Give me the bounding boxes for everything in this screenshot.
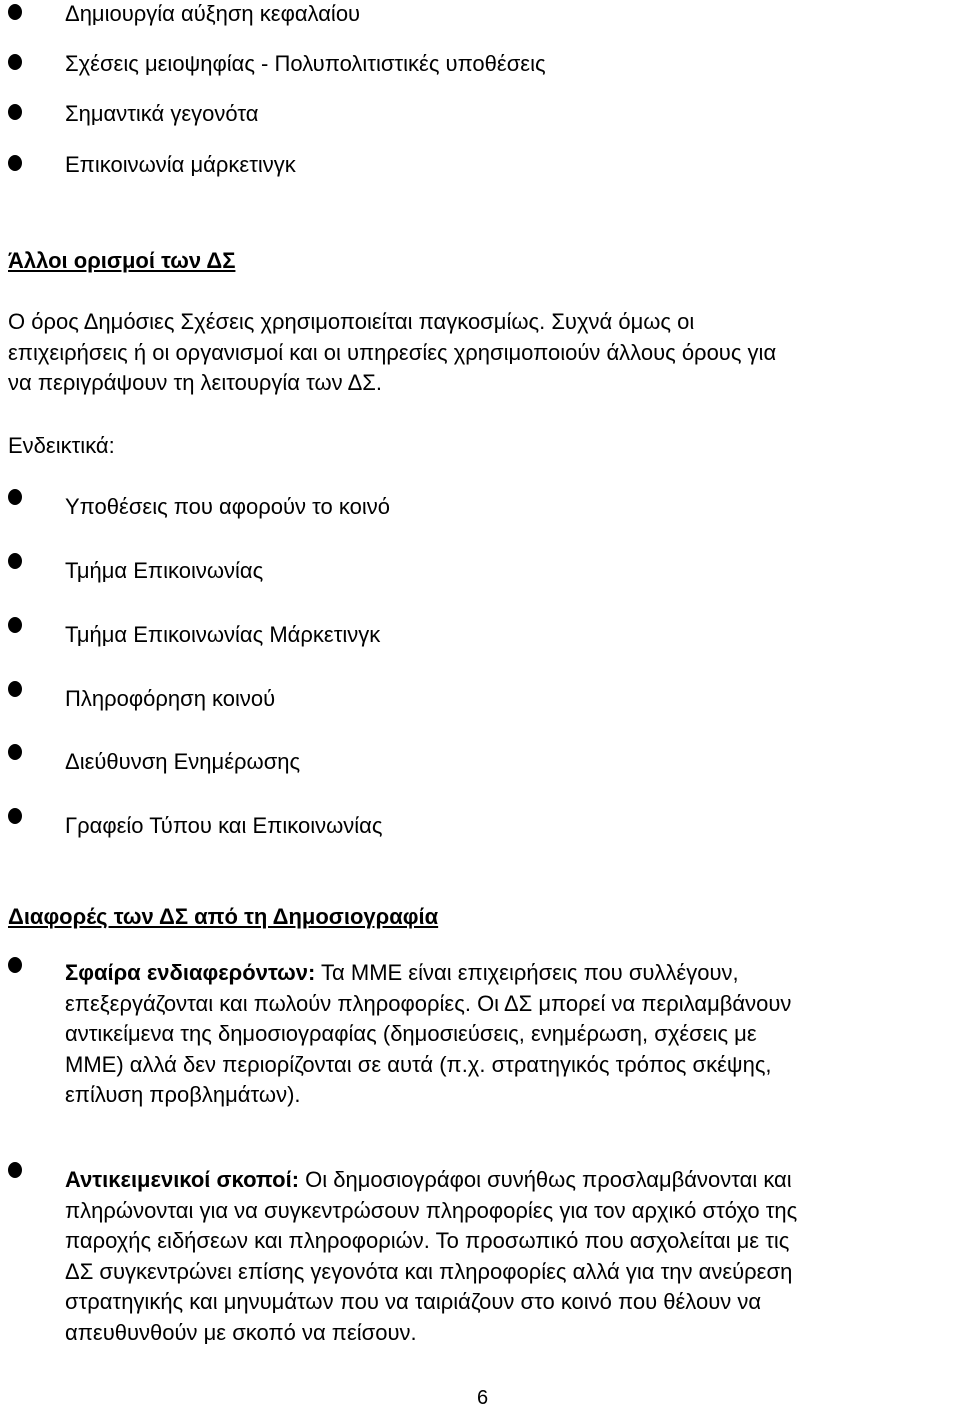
paragraph-line: Ο όρος Δημόσιες Σχέσεις χρησιμοποιείται παγκοσμίως. Συχνά όμως οι bbox=[8, 309, 695, 334]
term-item: Γραφείο Τύπου και Επικοινωνίας bbox=[65, 813, 383, 838]
difference-text: Τα ΜΜΕ είναι επιχειρήσεις που συλλέγουν, bbox=[315, 960, 739, 985]
term-item: Διεύθυνση Ενημέρωσης bbox=[65, 749, 301, 774]
bullet-icon bbox=[8, 808, 22, 824]
term-item: Πληροφόρηση κοινού bbox=[65, 686, 276, 711]
list-item: Δημιουργία αύξηση κεφαλαίου bbox=[65, 1, 361, 26]
difference-item bbox=[65, 958, 791, 1111]
difference-term: Σφαίρα ενδιαφερόντων: bbox=[65, 960, 316, 985]
list-item: Σημαντικά γεγονότα bbox=[65, 101, 259, 126]
paragraph-line: απευθυνθούν με σκοπό να πείσουν. bbox=[65, 1319, 417, 1345]
bullet-icon bbox=[8, 54, 22, 70]
difference-term: Αντικειμενικοί σκοποί: bbox=[65, 1167, 300, 1192]
page-number: 6 bbox=[477, 1387, 489, 1409]
bullet-icon bbox=[8, 744, 22, 760]
definitions-paragraph bbox=[8, 307, 776, 399]
list-item: Επικοινωνία μάρκετινγκ bbox=[65, 152, 296, 177]
paragraph-line: επιχειρήσεις ή οι οργανισμοί και οι υπηρεσίες χρησιμοποιούν άλλους όρους για bbox=[8, 339, 777, 365]
bullet-icon bbox=[8, 617, 22, 633]
term-item: Τμήμα Επικοινωνίας bbox=[65, 558, 264, 583]
paragraph-line: στρατηγικής και μηνυμάτων που να ταιριάζουν στο κοινό που θέλουν να bbox=[65, 1289, 762, 1314]
paragraph-line: πληρώνονται για να συγκεντρώσουν πληροφορίες για τον αρχικό στόχο της bbox=[65, 1197, 798, 1223]
term-item: Τμήμα Επικοινωνίας Μάρκετινγκ bbox=[65, 622, 381, 647]
bullet-icon bbox=[8, 155, 22, 171]
paragraph-line: αντικείμενα της δημοσιογραφίας (δημοσιεύσεις, ενημέρωση, σχέσεις με bbox=[65, 1021, 757, 1046]
bullet-icon bbox=[8, 957, 22, 973]
paragraph-line: επίλυση προβλημάτων). bbox=[65, 1082, 301, 1107]
list-item: Σχέσεις μειοψηφίας - Πολυπολιτιστικές υποθέσεις bbox=[65, 51, 546, 76]
bullet-icon bbox=[8, 489, 22, 505]
paragraph-line: ΜΜΕ) αλλά δεν περιορίζονται σε αυτά (π.χ. στρατηγικός τρόπος σκέψης, bbox=[65, 1051, 772, 1077]
bullet-icon bbox=[8, 1162, 22, 1178]
indicative-label: Ενδεικτικά: bbox=[8, 433, 115, 458]
paragraph-line: παροχής ειδήσεων και πληροφοριών. Το προσωπικό που ασχολείται με τις bbox=[65, 1228, 790, 1253]
bullet-icon bbox=[8, 681, 22, 697]
paragraph-line: να περιγράψουν τη λειτουργία των ΔΣ. bbox=[8, 370, 382, 395]
paragraph-line: επεξεργάζονται και πωλούν πληροφορίες. Οι ΔΣ μπορεί να περιλαμβάνουν bbox=[65, 990, 792, 1016]
paragraph-line: ΔΣ συγκεντρώνει επίσης γεγονότα και πληροφορίες αλλά για την ανεύρεση bbox=[65, 1258, 793, 1284]
bullet-icon bbox=[8, 104, 22, 120]
difference-text: Οι δημοσιογράφοι συνήθως προσλαμβάνονται και bbox=[299, 1167, 792, 1192]
difference-first-line bbox=[65, 1165, 797, 1196]
section-heading-other-definitions: Άλλοι ορισμοί των ΔΣ bbox=[8, 248, 236, 273]
difference-item bbox=[65, 1165, 797, 1348]
bullet-icon bbox=[8, 4, 22, 20]
difference-first-line bbox=[65, 958, 791, 989]
bullet-icon bbox=[8, 553, 22, 569]
section-heading-differences: Διαφορές των ΔΣ από τη Δημοσιογραφία bbox=[8, 904, 439, 929]
term-item: Υποθέσεις που αφορούν το κοινό bbox=[65, 494, 390, 519]
